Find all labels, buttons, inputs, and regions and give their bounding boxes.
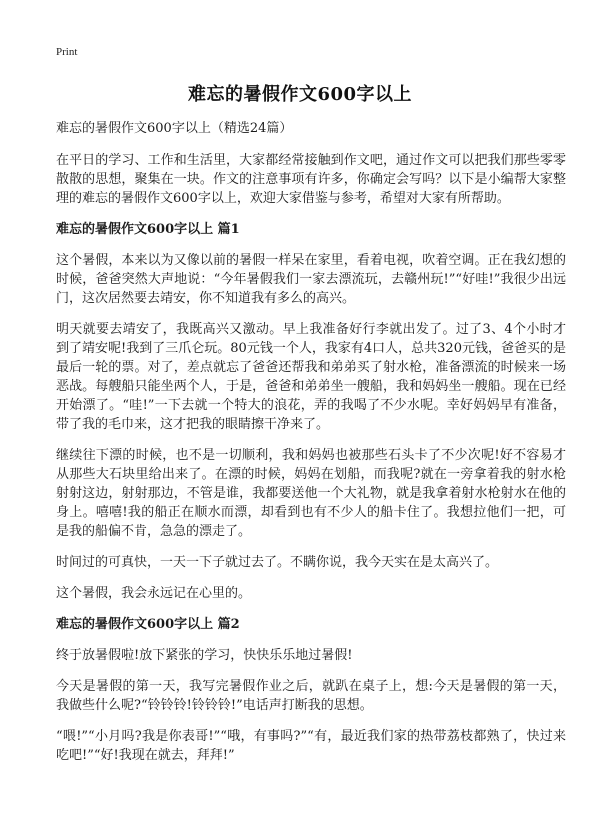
paragraph: 明天就要去靖安了，我既高兴又激动。早上我准备好行李就出发了。过了3、4个小时才到了靖安呢!我到了三爪仑玩。80元钱一个人，我家有4口人，总共320元钱，爸爸买的是最后一轮的票。对了，差点就忘了爸爸还帮我和弟弟买了射水枪，准备漂流的时候来一场恶战。每艘船只能坐两个人，于是，爸爸和弟弟坐一艘船，我和妈妈坐一艘船。现在已经开始漂了。“哇!”一下去就一个特大的浪花，弄的我喝了不少水呢。幸好妈妈早有准备，带了我的毛巾来，这才把我的眼睛擦干净来了。 bbox=[56, 322, 566, 432]
paragraph: 继续往下漂的时候，也不是一切顺利，我和妈妈也被那些石头卡了不少次呢!好不容易才从那些大石块里给出来了。在漂的时候，妈妈在划船，而我呢?就在一旁拿着我的射水枪射射这边，射射那边，不管是谁，我都要送他一个大礼物，就是我拿着射水枪射水在他的身上。嘻嘻!我的船正在顺水而漂，却看到也有不少人的船卡住了。我想拉他们一把，可是我的船偏不肯，急急的漂走了。 bbox=[56, 448, 566, 539]
paragraph: 时间过的可真快，一天一下子就过去了。不瞒你说，我今天实在是太高兴了。 bbox=[56, 555, 499, 570]
paragraph: “喂!”“小月吗?我是你表哥!”“哦，有事吗?”“有，最近我们家的热带荔枝都熟了，快过来吃吧!”“好!我现在就去，拜拜!” bbox=[56, 729, 566, 763]
paragraph: 这个暑假，本来以为又像以前的暑假一样呆在家里，看着电视，吹着空调。正在我幻想的时候，爸爸突然大声地说：“今年暑假我们一家去漂流玩，去赣州玩!”“好哇!”我很少出远门，这次居然要去靖安，你不知道我有多么的高兴。 bbox=[56, 253, 566, 306]
print-label[interactable]: Print bbox=[56, 46, 78, 58]
section-heading: 难忘的暑假作文600字以上 篇1 bbox=[56, 222, 240, 237]
paragraph: 今天是暑假的第一天，我写完暑假作业之后，就趴在桌子上，想:今天是暑假的第一天，我做些什么呢?“铃铃铃!铃铃铃!”电话声打断我的思想。 bbox=[56, 679, 566, 713]
section-2 bbox=[56, 615, 566, 765]
paragraph: 终于放暑假啦!放下紧张的学习，快快乐乐地过暑假! bbox=[56, 648, 353, 663]
page-title: 难忘的暑假作文600字以上 bbox=[187, 84, 413, 105]
article-subtitle: 难忘的暑假作文600字以上（精选24篇） bbox=[56, 121, 293, 136]
paragraph: 这个暑假，我会永远记在心里的。 bbox=[56, 586, 252, 601]
intro-paragraph: 在平日的学习、工作和生活里，大家都经常接触到作文吧，通过作文可以把我们那些零零散散的思想，聚集在一块。作文的注意事项有许多，你确定会写吗？以下是小编帮大家整理的难忘的暑假作文600字以上，欢迎大家借鉴与参考，希望对大家有所帮助。 bbox=[56, 153, 566, 206]
article-body bbox=[56, 119, 566, 777]
section-1 bbox=[56, 220, 566, 603]
section-heading: 难忘的暑假作文600字以上 篇2 bbox=[56, 617, 240, 632]
